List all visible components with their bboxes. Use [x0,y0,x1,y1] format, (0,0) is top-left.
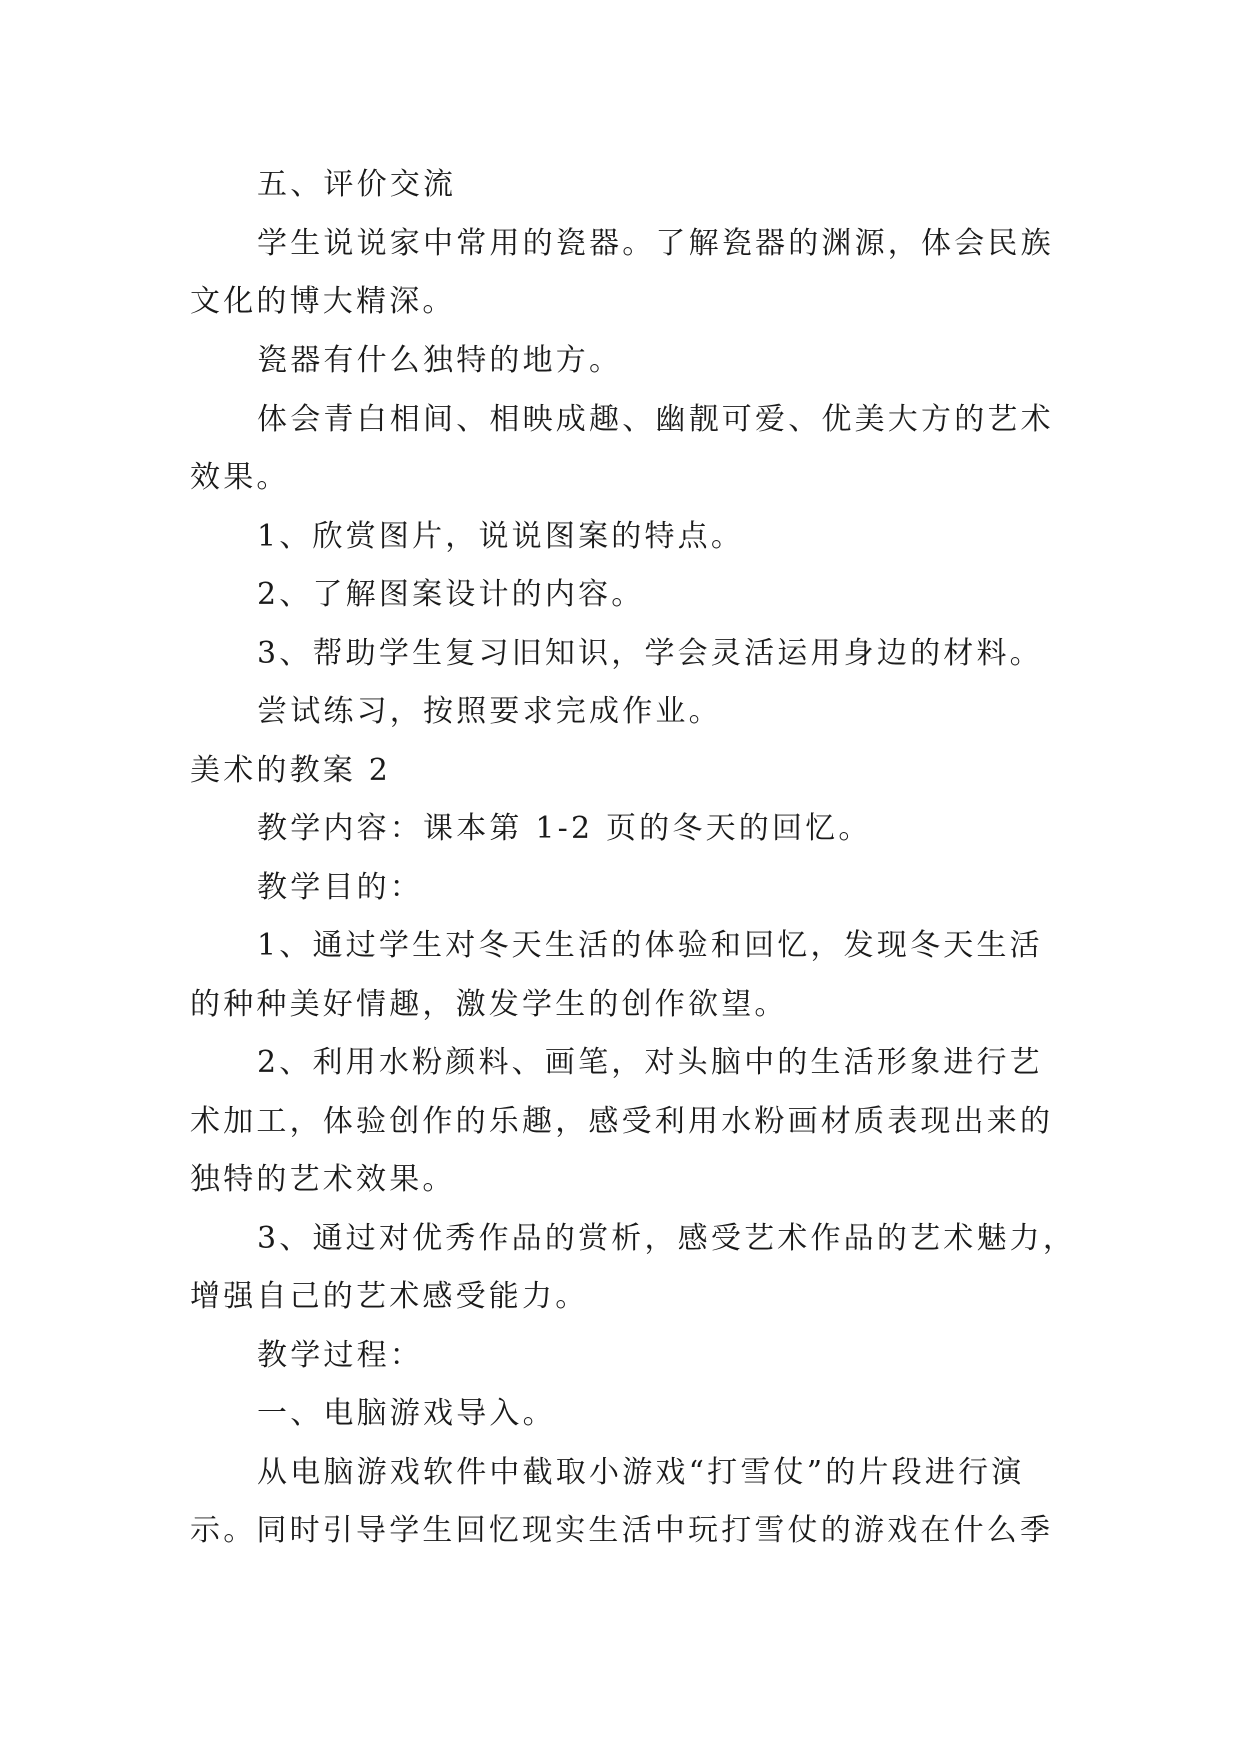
paragraph-line: 文化的博大精深。 [190,284,456,319]
paragraph-line: 尝试练习，按照要求完成作业。 [257,694,722,729]
section-heading-goals: 教学目的： [257,870,423,905]
section-heading-process: 教学过程： [257,1338,423,1373]
list-item-continuation: 的种种美好情趣，激发学生的创作欲望。 [190,987,788,1022]
list-item: 3、通过对优秀作品的赏析，感受艺术作品的艺术魅力， [257,1221,1077,1256]
paragraph-line: 学生说说家中常用的瓷器。了解瓷器的渊源，体会民族 [257,226,1054,261]
paragraph-line: 示。同时引导学生回忆现实生活中玩打雪仗的游戏在什么季 [190,1513,1054,1548]
list-item: 2、利用水粉颜料、画笔，对头脑中的生活形象进行艺 [257,1045,1043,1080]
list-item: 1、通过学生对冬天生活的体验和回忆，发现冬天生活 [257,928,1043,963]
list-item: 2、了解图案设计的内容。 [257,577,645,612]
paragraph-line: 教学内容：课本第 1-2 页的冬天的回忆。 [257,811,872,846]
document-title: 美术的教案 2 [190,753,392,788]
paragraph-line: 效果。 [190,460,290,495]
paragraph-line: 瓷器有什么独特的地方。 [257,343,623,378]
list-item: 1、欣赏图片，说说图案的特点。 [257,519,745,554]
list-item-continuation: 增强自己的艺术感受能力。 [190,1279,589,1314]
subsection-heading: 一、电脑游戏导入。 [257,1396,556,1431]
list-item-continuation: 术加工，体验创作的乐趣，感受利用水粉画材质表现出来的 [190,1104,1054,1139]
paragraph-line: 从电脑游戏软件中截取小游戏“打雪仗”的片段进行演 [257,1455,1025,1490]
section-heading-evaluation: 五、评价交流 [257,167,457,202]
list-item-continuation: 独特的艺术效果。 [190,1162,456,1197]
list-item: 3、帮助学生复习旧知识，学会灵活运用身边的材料。 [257,636,1043,671]
paragraph-line: 体会青白相间、相映成趣、幽靓可爱、优美大方的艺术 [257,402,1054,437]
